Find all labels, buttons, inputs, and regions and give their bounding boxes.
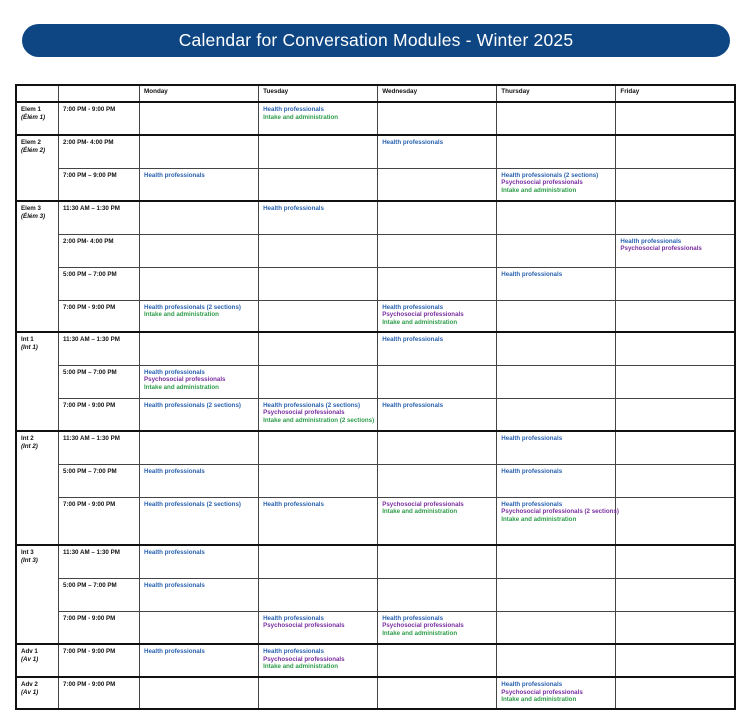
day-cell	[497, 677, 616, 709]
day-cell	[378, 464, 497, 497]
day-cell	[259, 677, 378, 709]
time-slot: 7:00 PM - 9:00 PM	[59, 677, 140, 709]
session-label: Health professionals	[382, 401, 444, 409]
time-slot: 5:00 PM – 7:00 PM	[59, 267, 140, 300]
session-label: Health professionals	[263, 648, 324, 655]
schedule-row	[16, 497, 735, 545]
day-cell	[497, 431, 616, 464]
day-cell	[378, 267, 497, 300]
day-cell	[259, 168, 378, 201]
day-cell	[140, 234, 259, 267]
day-cell	[497, 611, 616, 644]
session-label: Health professionals	[144, 368, 205, 376]
schedule-row	[16, 102, 735, 135]
day-cell	[616, 365, 735, 398]
time-slot: 5:00 PM – 7:00 PM	[59, 578, 140, 611]
day-cell	[140, 168, 259, 201]
day-cell	[140, 464, 259, 497]
time-slot: 7:00 PM - 9:00 PM	[59, 300, 140, 332]
session-label: Psychosocial professionals	[263, 409, 345, 417]
level-alt-label: (Élém 1)	[21, 113, 46, 121]
level-alt-label: (Int 2)	[21, 442, 38, 450]
schedule-row	[16, 677, 735, 709]
day-header: Tuesday	[259, 85, 378, 102]
time-slot: 11:30 AM – 1:30 PM	[59, 545, 140, 578]
page-title: Calendar for Conversation Modules - Winter 2025	[178, 30, 574, 50]
session-label: Intake and administration	[382, 629, 458, 637]
level-alt-label: (Int 3)	[21, 556, 38, 564]
session-label: Health professionals	[382, 139, 444, 146]
session-label: Psychosocial professionals	[501, 179, 583, 187]
level-cell	[16, 545, 59, 644]
schedule-row	[16, 168, 735, 201]
schedule-row	[16, 464, 735, 497]
schedule-row	[16, 332, 735, 365]
time-slot: 7:00 PM - 9:00 PM	[59, 497, 140, 545]
day-cell	[259, 644, 378, 677]
time-slot: 2:00 PM- 4:00 PM	[59, 234, 140, 267]
day-cell	[497, 398, 616, 431]
session-label: Health professionals (2 sections)	[144, 401, 241, 409]
time-slot: 11:30 AM – 1:30 PM	[59, 332, 140, 365]
time-slot: 11:30 AM – 1:30 PM	[59, 201, 140, 234]
day-cell	[497, 545, 616, 578]
day-header: Wednesday	[378, 85, 497, 102]
day-cell	[497, 168, 616, 201]
session-label: Health professionals (2 sections)	[263, 401, 361, 409]
day-cell	[259, 578, 378, 611]
session-label: Psychosocial professionals	[263, 622, 345, 630]
time-slot: 7:00 PM - 9:00 PM	[59, 398, 140, 431]
session-label: Intake and administration	[144, 311, 219, 319]
day-cell	[378, 365, 497, 398]
session-label: Health professionals	[144, 581, 205, 589]
session-label: Psychosocial professionals (2 sections)	[501, 508, 619, 516]
session-label: Health professionals	[382, 614, 444, 622]
level-label: Elem 3	[21, 205, 41, 212]
level-label: Adv 2	[21, 681, 38, 688]
schedule-table	[15, 84, 736, 710]
schedule-row	[16, 300, 735, 332]
day-cell	[140, 398, 259, 431]
day-cell	[378, 497, 497, 545]
day-cell	[140, 545, 259, 578]
day-cell	[497, 365, 616, 398]
header-row	[16, 85, 735, 102]
session-label: Health professionals	[501, 467, 563, 475]
schedule-row	[16, 578, 735, 611]
schedule-row	[16, 201, 735, 234]
session-label: Health professionals	[382, 303, 444, 311]
day-cell	[378, 677, 497, 709]
day-cell	[140, 644, 259, 677]
schedule-row	[16, 644, 735, 677]
session-label: Intake and administration	[263, 663, 339, 671]
session-label: Health professionals	[144, 648, 205, 655]
time-slot: 7:00 PM – 9:00 PM	[59, 168, 140, 201]
day-header: Monday	[140, 85, 259, 102]
day-header: Friday	[616, 85, 735, 102]
day-cell	[140, 135, 259, 168]
level-cell	[16, 135, 59, 201]
day-cell	[140, 102, 259, 135]
day-cell	[259, 497, 378, 545]
session-label: Health professionals	[620, 237, 682, 245]
schedule-row	[16, 234, 735, 267]
time-slot: 5:00 PM – 7:00 PM	[59, 365, 140, 398]
day-cell	[616, 234, 735, 267]
day-cell	[378, 300, 497, 332]
day-cell	[140, 677, 259, 709]
day-cell	[378, 135, 497, 168]
day-cell	[616, 431, 735, 464]
day-cell	[259, 332, 378, 365]
day-cell	[259, 464, 378, 497]
session-label: Health professionals	[501, 500, 563, 508]
day-cell	[259, 267, 378, 300]
level-cell	[16, 332, 59, 431]
session-label: Intake and administration	[501, 186, 577, 194]
session-label: Psychosocial professionals	[263, 655, 345, 663]
day-cell	[616, 201, 735, 234]
day-cell	[378, 545, 497, 578]
day-cell	[616, 611, 735, 644]
day-cell	[616, 464, 735, 497]
level-alt-label: (Av 1)	[21, 688, 39, 696]
day-cell	[378, 168, 497, 201]
day-cell	[497, 234, 616, 267]
day-cell	[140, 497, 259, 545]
session-label: Psychosocial professionals	[382, 500, 464, 508]
day-cell	[140, 365, 259, 398]
day-cell	[616, 168, 735, 201]
session-label: Health professionals	[263, 500, 324, 508]
day-cell	[616, 398, 735, 431]
level-column-header	[16, 85, 59, 102]
session-label: Psychosocial professionals	[382, 311, 464, 319]
calendar-title-banner	[22, 24, 730, 57]
day-cell	[259, 102, 378, 135]
day-cell	[140, 267, 259, 300]
day-cell	[378, 398, 497, 431]
schedule-row	[16, 267, 735, 300]
day-cell	[497, 300, 616, 332]
session-label: Health professionals	[144, 549, 205, 556]
day-cell	[378, 102, 497, 135]
day-cell	[259, 398, 378, 431]
session-label: Health professionals	[144, 467, 205, 475]
time-slot: 7:00 PM - 9:00 PM	[59, 102, 140, 135]
day-cell	[140, 578, 259, 611]
schedule-row	[16, 611, 735, 644]
day-cell	[140, 201, 259, 234]
day-cell	[259, 611, 378, 644]
day-cell	[497, 497, 619, 545]
schedule-row	[16, 545, 735, 578]
level-label: Int 1	[21, 336, 34, 343]
day-cell	[140, 611, 259, 644]
session-label: Health professionals	[501, 435, 563, 442]
session-label: Health professionals (2 sections)	[501, 171, 599, 179]
day-cell	[497, 201, 616, 234]
session-label: Intake and administration	[382, 508, 458, 516]
day-cell	[497, 102, 616, 135]
session-label: Psychosocial professionals	[620, 245, 702, 253]
schedule-body	[16, 102, 735, 709]
level-cell	[16, 201, 59, 332]
time-column-header	[59, 85, 140, 102]
day-cell	[616, 102, 735, 135]
day-cell	[259, 431, 378, 464]
day-cell	[616, 332, 735, 365]
session-label: Intake and administration	[263, 113, 339, 121]
day-cell	[616, 497, 735, 545]
time-slot: 5:00 PM – 7:00 PM	[59, 464, 140, 497]
session-label: Health professionals (2 sections)	[144, 303, 241, 311]
session-label: Health professionals (2 sections)	[144, 500, 241, 508]
day-cell	[378, 611, 497, 644]
day-cell	[259, 545, 378, 578]
day-cell	[497, 644, 616, 677]
level-cell	[16, 677, 59, 709]
time-slot: 11:30 AM – 1:30 PM	[59, 431, 140, 464]
day-cell	[497, 135, 616, 168]
day-cell	[140, 332, 259, 365]
session-label: Health professionals	[501, 681, 563, 688]
level-alt-label: (Élém 2)	[21, 146, 46, 154]
day-cell	[616, 267, 735, 300]
session-label: Intake and administration	[501, 515, 577, 523]
level-label: Int 3	[21, 549, 34, 556]
schedule-row	[16, 135, 735, 168]
day-cell	[378, 578, 497, 611]
level-label: Int 2	[21, 435, 34, 442]
day-cell	[497, 267, 616, 300]
level-cell	[16, 644, 59, 677]
level-cell	[16, 102, 59, 135]
session-label: Health professionals	[263, 205, 324, 212]
day-cell	[259, 201, 378, 234]
level-alt-label: (Int 1)	[21, 343, 38, 351]
day-cell	[140, 431, 259, 464]
session-label: Intake and administration (2 sections)	[263, 416, 375, 424]
schedule-row	[16, 398, 735, 431]
day-cell	[616, 644, 735, 677]
session-label: Psychosocial professionals	[501, 688, 583, 696]
session-label: Health professionals	[501, 270, 563, 278]
session-label: Intake and administration	[144, 383, 219, 391]
level-label: Elem 2	[21, 139, 41, 146]
day-cell	[378, 431, 497, 464]
session-label: Intake and administration	[501, 696, 577, 704]
session-label: Health professionals	[144, 171, 205, 179]
day-cell	[378, 332, 497, 365]
session-label: Health professionals	[263, 106, 324, 113]
session-label: Health professionals	[263, 614, 324, 622]
day-cell	[616, 578, 735, 611]
day-cell	[378, 644, 497, 677]
day-cell	[616, 545, 735, 578]
time-slot: 7:00 PM - 9:00 PM	[59, 611, 140, 644]
level-alt-label: (Av 1)	[21, 655, 39, 663]
day-cell	[616, 677, 735, 709]
level-cell	[16, 431, 59, 545]
day-cell	[616, 300, 735, 332]
session-label: Psychosocial professionals	[144, 376, 226, 384]
level-alt-label: (Élém 3)	[21, 212, 46, 220]
day-cell	[497, 332, 616, 365]
schedule-row	[16, 365, 735, 398]
level-label: Adv 1	[21, 648, 38, 655]
day-cell	[378, 201, 497, 234]
day-cell	[497, 578, 616, 611]
time-slot: 2:00 PM- 4:00 PM	[59, 135, 140, 168]
day-cell	[378, 234, 497, 267]
day-cell	[259, 135, 378, 168]
time-slot: 7:00 PM - 9:00 PM	[59, 644, 140, 677]
day-cell	[259, 234, 378, 267]
day-cell	[140, 300, 259, 332]
day-cell	[259, 300, 378, 332]
session-label: Health professionals	[382, 336, 444, 343]
day-cell	[497, 464, 616, 497]
session-label: Psychosocial professionals	[382, 622, 464, 630]
day-header: Thursday	[497, 85, 616, 102]
level-label: Elem 1	[21, 106, 41, 113]
schedule-row	[16, 431, 735, 464]
day-cell	[616, 135, 735, 168]
day-cell	[259, 365, 378, 398]
session-label: Intake and administration	[382, 318, 458, 326]
